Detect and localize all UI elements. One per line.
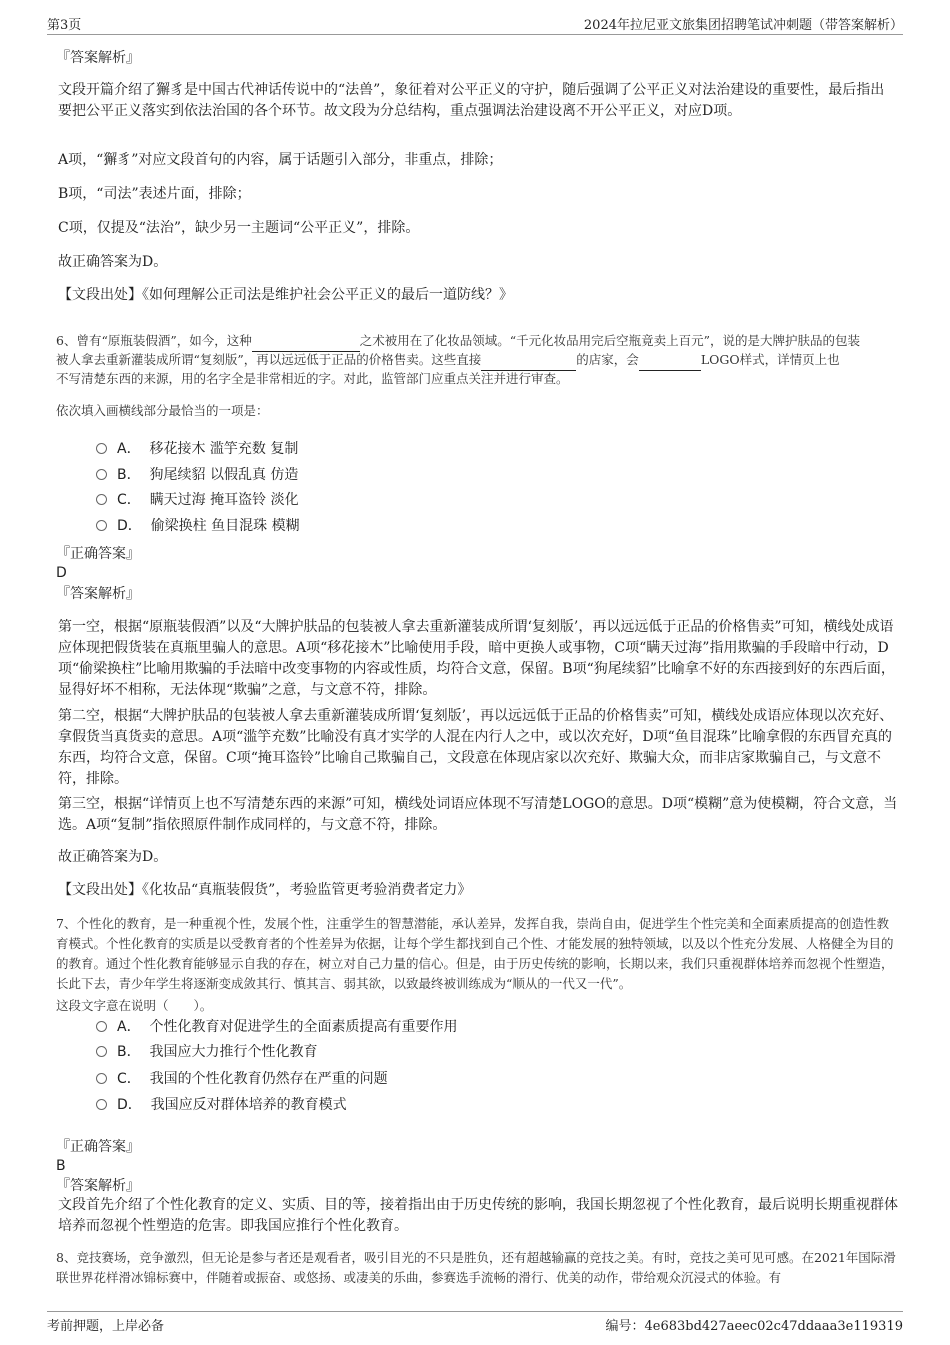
page-number: 第3页 [47, 18, 82, 33]
q5-source: 【文段出处】《如何理解公正司法是维护社会公平正义的最后一道防线？》 [58, 287, 513, 303]
q7-option-c[interactable]: C． 我国的个性化教育仍然存在严重的问题 [96, 1068, 388, 1090]
q7-answer-label: 『正确答案』 [56, 1139, 140, 1155]
document-title: 2024年拉尼亚文旅集团招聘笔试冲刺题（带答案解析） [583, 18, 903, 33]
q7-answer: B [56, 1158, 66, 1174]
page-footer [47, 1311, 903, 1336]
q6-stem-line1 [56, 331, 896, 352]
q7-analysis-label: 『答案解析』 [56, 1178, 140, 1194]
q6-option-c[interactable]: C． 瞒天过海 掩耳盗铃 淡化 [96, 489, 299, 511]
q6-stem-part5: LOGO样式，详情页上也 [700, 352, 840, 367]
page-header [47, 12, 903, 35]
q6-option-a[interactable]: A． 移花接木 滥竽充数 复制 [96, 438, 298, 460]
q6-prompt: 依次填入画横线部分最恰当的一项是： [56, 403, 269, 418]
radio-icon[interactable] [96, 520, 107, 531]
q6-blank-2 [481, 350, 576, 371]
q7-option-b[interactable]: B． 我国应大力推行个性化教育 [96, 1041, 318, 1063]
q6-stem-part2: 之术被用在了化妆品领域。“千元化妆品用完后空瓶竟卖上百元”，说的是大牌护肤品的包装 [359, 333, 861, 348]
q5-option-c-analysis: C项，仅提及“法治”，缺少另一主题词“公平正义”，排除。 [58, 220, 420, 236]
radio-icon[interactable] [96, 1021, 107, 1032]
q7-analysis: 文段首先介绍了个性化教育的定义、实质、目的等，接着指出由于历史传统的影响，我国长期忽视了个性化教育，最后说明长期重视群体培养而忽视个性塑造的危害。即我国应推行个性化教育。 [58, 1197, 898, 1234]
q5-option-a-analysis: A项，“獬豸”对应文段首句的内容，属于话题引入部分，非重点，排除； [58, 152, 503, 168]
q6-analysis-para3: 第三空，根据“详情页上也不写清楚东西的来源”可知，横线处词语应体现不写清楚LOGO的意思。D项“模糊”意为使模糊，符合文意，当选。A项“复制”指依照原件制作成同样的，与文意不符，排除。 [58, 796, 898, 833]
q6-answer-label: 『正确答案』 [56, 546, 140, 562]
q7-prompt: 这段文字意在说明（ ）。 [56, 998, 213, 1013]
radio-icon[interactable] [96, 1073, 107, 1084]
q6-blank-1 [252, 331, 360, 352]
q8-stem: 8、竞技赛场，竞争激烈，但无论是参与者还是观看者，吸引目光的不只是胜负，还有超越输赢的竞技之美。有时，竞技之美可见可感。在2021年国际滑联世界花样滑冰锦标赛中，伴随着或振奋、或悠扬、或凄美的乐曲，参赛选手流畅的滑行、优美的动作，带给观众沉浸式的体验。有 [56, 1250, 896, 1285]
q6-analysis-label: 『答案解析』 [56, 586, 140, 602]
q7-stem: 7、个性化的教育，是一种重视个性，发展个性，注重学生的智慧潜能，承认差异，发挥自我，崇尚自由，促进学生个性完美和全面素质提高的创造性教育模式。个性化教育的实质是以受教育者的个性差异为依据，让每个学生都找到自己个性、才能发展的独特领域，以及以个性充分发展、人格健全为目的的教育。通过个性化教育能够显示自我的存在，树立对自己力量的信心。但是，由于历史传统的影响，长期以来，我们只重视群体培养而忽视个性塑造，长此下去，青少年学生将逐渐变成敛其行、慎其言、弱其欲，以致最终被训练成为“顺从的一代又一代”。 [56, 916, 894, 991]
radio-icon[interactable] [96, 1099, 107, 1110]
footer-slogan: 考前押题，上岸必备 [47, 1319, 165, 1334]
q5-analysis-label: 『答案解析』 [56, 50, 140, 66]
q6-stem-part1: 6、曾有“原瓶装假酒”，如今，这种 [56, 333, 252, 348]
q6-analysis-para2: 第二空，根据“大牌护肤品的包装被人拿去重新灌装成所谓‘复刻版’，再以远远低于正品的价格售卖”可知，横线处成语应体现以次充好、拿假货当真货卖的意思。A项“滥竽充数”比喻没有真才实学的人混在内行人之中，或以次充好，D项“鱼目混珠”比喻拿假的东西冒充真的东西，均符合文意，保留。C项“掩耳盗铃”比喻自己欺骗自己，文段意在体现店家以次充好、欺骗大众，而非店家欺骗自己，与文意不符，排除。 [58, 708, 894, 787]
q6-conclusion: 故正确答案为D。 [58, 849, 168, 865]
q6-stem-line2 [56, 350, 896, 371]
q6-blank-3 [639, 350, 701, 371]
q6-stem-part3: 被人拿去重新灌装成所谓“复刻版”，再以远远低于正品的价格售卖。这些直接 [56, 352, 482, 367]
q6-stem-line3: 不写清楚东西的来源，用的名字全是非常相近的字。对此，监管部门应重点关注并进行审查。 [56, 371, 569, 386]
q6-option-b[interactable]: B． 狗尾续貂 以假乱真 仿造 [96, 464, 298, 486]
q6-analysis-para1: 第一空，根据“原瓶装假酒”以及“大牌护肤品的包装被人拿去重新灌装成所谓‘复刻版’，再以远远低于正品的价格售卖”可知，横线处成语应体现把假货装在真瓶里骗人的意思。A项“移花接木”比喻使用手段，暗中更换人或事物，C项“瞒天过海”指用欺骗的手段暗中行动，D项“偷梁换柱”比喻用欺骗的手法暗中改变事物的内容或性质，均符合文意，保留。B项“狗尾续貂”比喻拿不好的东西接到好的东西后面，显得好坏不相称，无法体现“欺骗”之意，与文意不符，排除。 [58, 619, 895, 698]
q6-option-d[interactable]: D． 偷梁换柱 鱼目混珠 模糊 [96, 515, 300, 537]
q6-answer: D [56, 565, 67, 581]
q5-analysis: 文段开篇介绍了獬豸是中国古代神话传说中的“法兽”，象征着对公平正义的守护，随后强调了公平正义对法治建设的重要性，最后指出要把公平正义落实到依法治国的各个环节。故文段为分总结构，重点强调法治建设离不开公平正义，对应D项。 [58, 82, 885, 119]
q6-source: 【文段出处】《化妆品“真瓶装假货”，考验监管更考验消费者定力》 [58, 882, 472, 898]
q6-stem-part4: 的店家，会 [576, 352, 639, 367]
radio-icon[interactable] [96, 443, 107, 454]
radio-icon[interactable] [96, 494, 107, 505]
radio-icon[interactable] [96, 469, 107, 480]
document-id: 编号：4e683bd427aeec02c47ddaaa3e119319 [605, 1319, 903, 1334]
q5-option-b-analysis: B项，“司法”表述片面，排除； [58, 186, 251, 202]
radio-icon[interactable] [96, 1046, 107, 1057]
q7-option-d[interactable]: D． 我国应反对群体培养的教育模式 [96, 1094, 347, 1116]
q5-conclusion: 故正确答案为D。 [58, 254, 168, 270]
q7-option-a[interactable]: A． 个性化教育对促进学生的全面素质提高有重要作用 [96, 1016, 457, 1038]
